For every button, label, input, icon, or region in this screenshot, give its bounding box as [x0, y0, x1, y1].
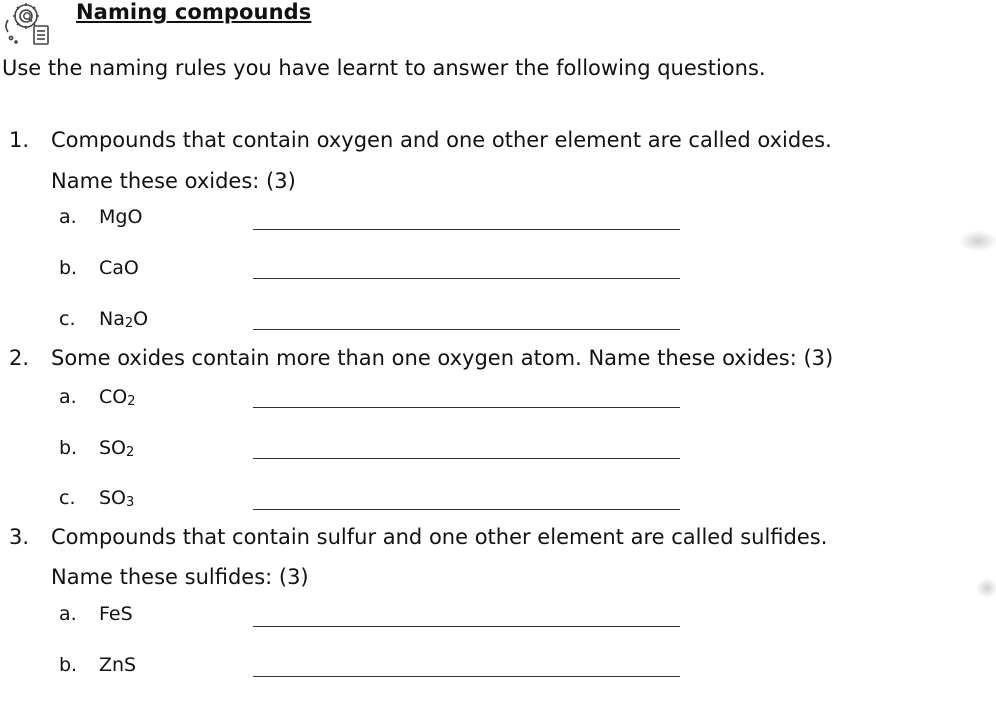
question-1b-formula: CaO — [99, 257, 139, 279]
answer-line-1b[interactable] — [253, 278, 680, 279]
answer-line-3a[interactable] — [253, 626, 680, 627]
question-1c-formula: $Na_2O$ — [99, 308, 149, 331]
answer-line-2b[interactable] — [253, 458, 680, 459]
question-1-text: Compounds that contain oxygen and one other element are called oxides. — [51, 128, 832, 152]
answer-line-1a[interactable] — [253, 229, 680, 230]
question-3-instruction: Name these sulfides: (3) — [51, 565, 309, 589]
question-1-instruction: Name these oxides: (3) — [51, 169, 296, 193]
question-1-number: 1. — [9, 128, 30, 152]
question-2c-formula: $SO_3$ — [99, 487, 135, 510]
question-1b-letter: b. — [59, 257, 78, 279]
question-2c-letter: c. — [59, 487, 76, 509]
question-3a-formula: FeS — [99, 603, 133, 625]
answer-line-1c[interactable] — [253, 329, 680, 330]
question-2a-letter: a. — [59, 386, 77, 408]
page-title: Naming compounds — [76, 0, 312, 24]
question-3-text: Compounds that contain sulfur and one other element are called sulfides. — [51, 525, 828, 549]
question-2-number: 2. — [9, 346, 30, 370]
instructions: Use the naming rules you have learnt to answer the following questions. — [2, 56, 766, 80]
question-2b-letter: b. — [59, 437, 78, 459]
question-1a-formula: MgO — [99, 206, 143, 228]
question-2-text: Some oxides contain more than one oxygen atom. Name these oxides: (3) — [51, 346, 834, 370]
question-2b-formula: $SO_2$ — [99, 437, 135, 460]
scan-smudge — [958, 230, 996, 252]
question-1c-letter: c. — [59, 308, 76, 330]
question-1a-letter: a. — [59, 206, 77, 228]
question-3a-letter: a. — [59, 603, 77, 625]
question-3b-letter: b. — [59, 654, 78, 676]
question-3b-formula: ZnS — [99, 654, 137, 676]
answer-line-3b[interactable] — [253, 676, 680, 677]
scan-smudge — [976, 578, 996, 598]
answer-line-2a[interactable] — [253, 407, 680, 408]
answer-line-2c[interactable] — [253, 509, 680, 510]
gears-with-magnifier-icon — [2, 0, 54, 46]
question-2a-formula: $CO_2$ — [99, 386, 136, 409]
question-3-number: 3. — [9, 525, 30, 549]
